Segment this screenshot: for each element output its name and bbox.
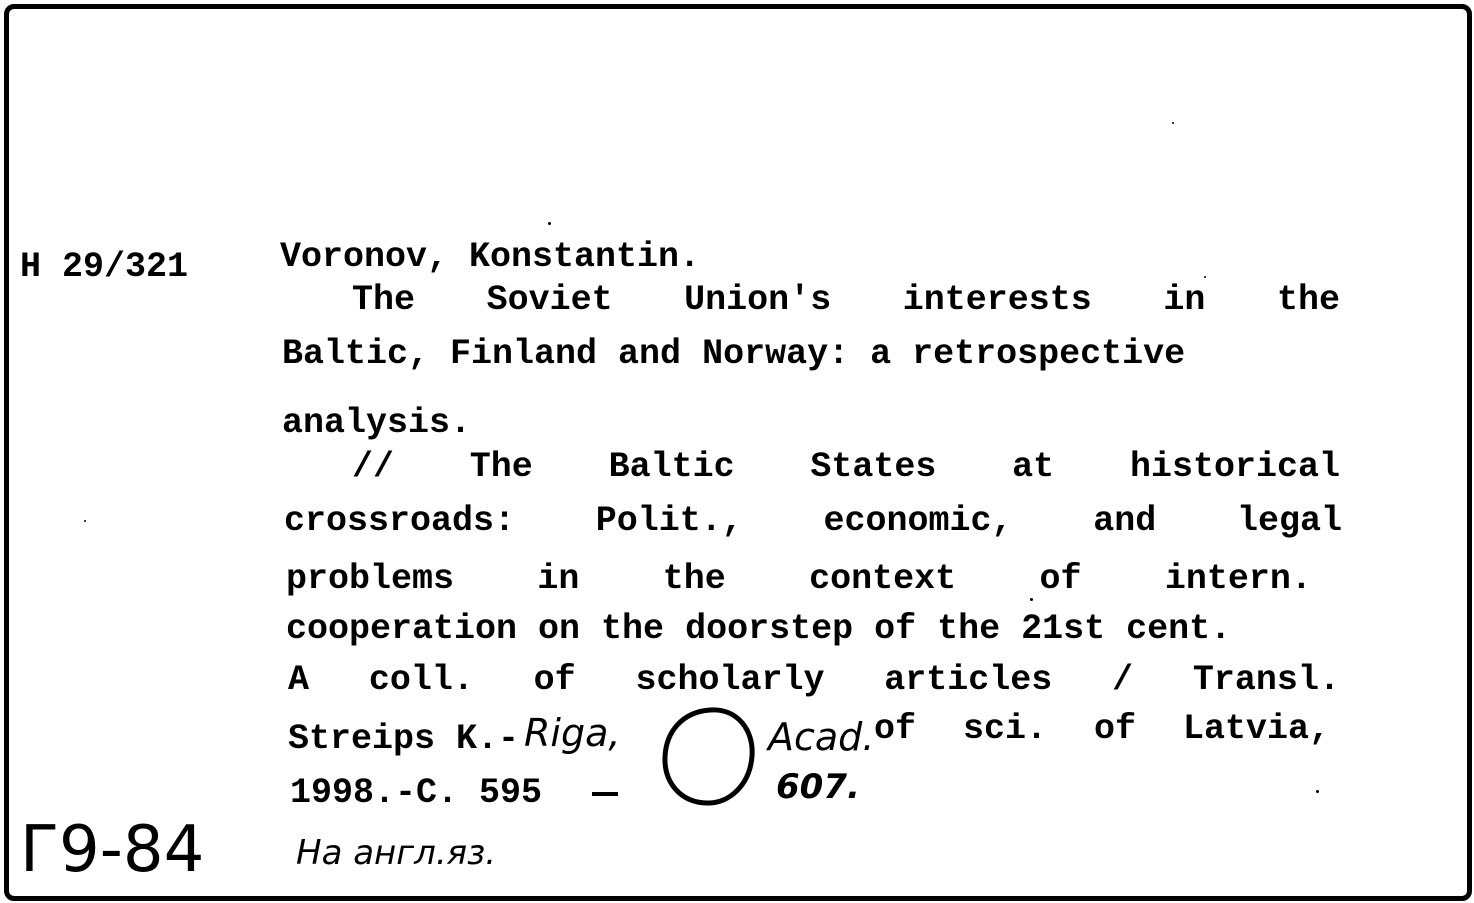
source-line-4: cooperation on the doorstep of the 21st cent. <box>286 609 1232 649</box>
imprint-place-handwritten: Riga, <box>524 711 621 755</box>
word: The <box>352 280 416 320</box>
scan-speck <box>1204 276 1206 278</box>
word: Transl. <box>1192 660 1340 700</box>
word: States <box>810 447 937 487</box>
word: articles <box>884 660 1053 700</box>
scan-speck <box>1172 122 1174 124</box>
word: the <box>1276 280 1340 320</box>
source-line-3 <box>286 559 1312 599</box>
imprint-prefix: Streips K.- <box>288 719 520 759</box>
word: legal <box>1236 501 1342 541</box>
scan-speck <box>1030 598 1033 601</box>
handwritten-code: Г9-84 <box>20 813 205 887</box>
word: historical <box>1129 447 1340 487</box>
word: the <box>662 559 726 599</box>
imprint-pages-end-handwritten: 607. <box>776 767 860 807</box>
author-heading: Voronov, Konstantin. <box>280 237 701 277</box>
title-line-2: Baltic, Finland and Norway: a retrospective <box>282 334 1186 374</box>
word: economic, <box>823 501 1013 541</box>
word: A <box>288 660 310 700</box>
word: The <box>469 447 533 487</box>
word: of <box>1039 559 1082 599</box>
title-line-3: analysis. <box>282 403 472 443</box>
imprint-publisher-typed: of sci. of Latvia, <box>874 709 1331 749</box>
imprint-publisher-handwritten: Acad. <box>768 715 875 759</box>
word: in <box>537 559 580 599</box>
scan-speck <box>84 520 86 522</box>
word: interests <box>902 280 1092 320</box>
word: scholarly <box>635 660 825 700</box>
source-line-5 <box>288 660 1340 700</box>
word: Soviet <box>486 280 613 320</box>
imprint-year-pages: 1998.-C. 595 <box>290 773 543 813</box>
word: Union's <box>684 280 832 320</box>
word: Baltic <box>608 447 735 487</box>
word: intern. <box>1164 559 1312 599</box>
word: at <box>1012 447 1055 487</box>
handwritten-language-note: На англ.яз. <box>296 833 497 873</box>
word: of <box>533 660 576 700</box>
call-number: H 29/321 <box>20 247 189 287</box>
source-line-2 <box>284 501 1342 541</box>
word: and <box>1093 501 1157 541</box>
word: problems <box>286 559 455 599</box>
title-line-1 <box>352 280 1340 320</box>
word: in <box>1163 280 1206 320</box>
word: coll. <box>368 660 474 700</box>
word: // <box>352 447 395 487</box>
word: crossroads: <box>284 501 516 541</box>
dash-mark <box>592 792 618 796</box>
source-line-1 <box>352 447 1340 487</box>
word: / <box>1112 660 1134 700</box>
word: context <box>809 559 957 599</box>
scan-speck <box>548 222 551 225</box>
scan-speck <box>1316 790 1319 793</box>
word: Polit., <box>595 501 743 541</box>
hand-drawn-circle-mark <box>652 702 762 812</box>
